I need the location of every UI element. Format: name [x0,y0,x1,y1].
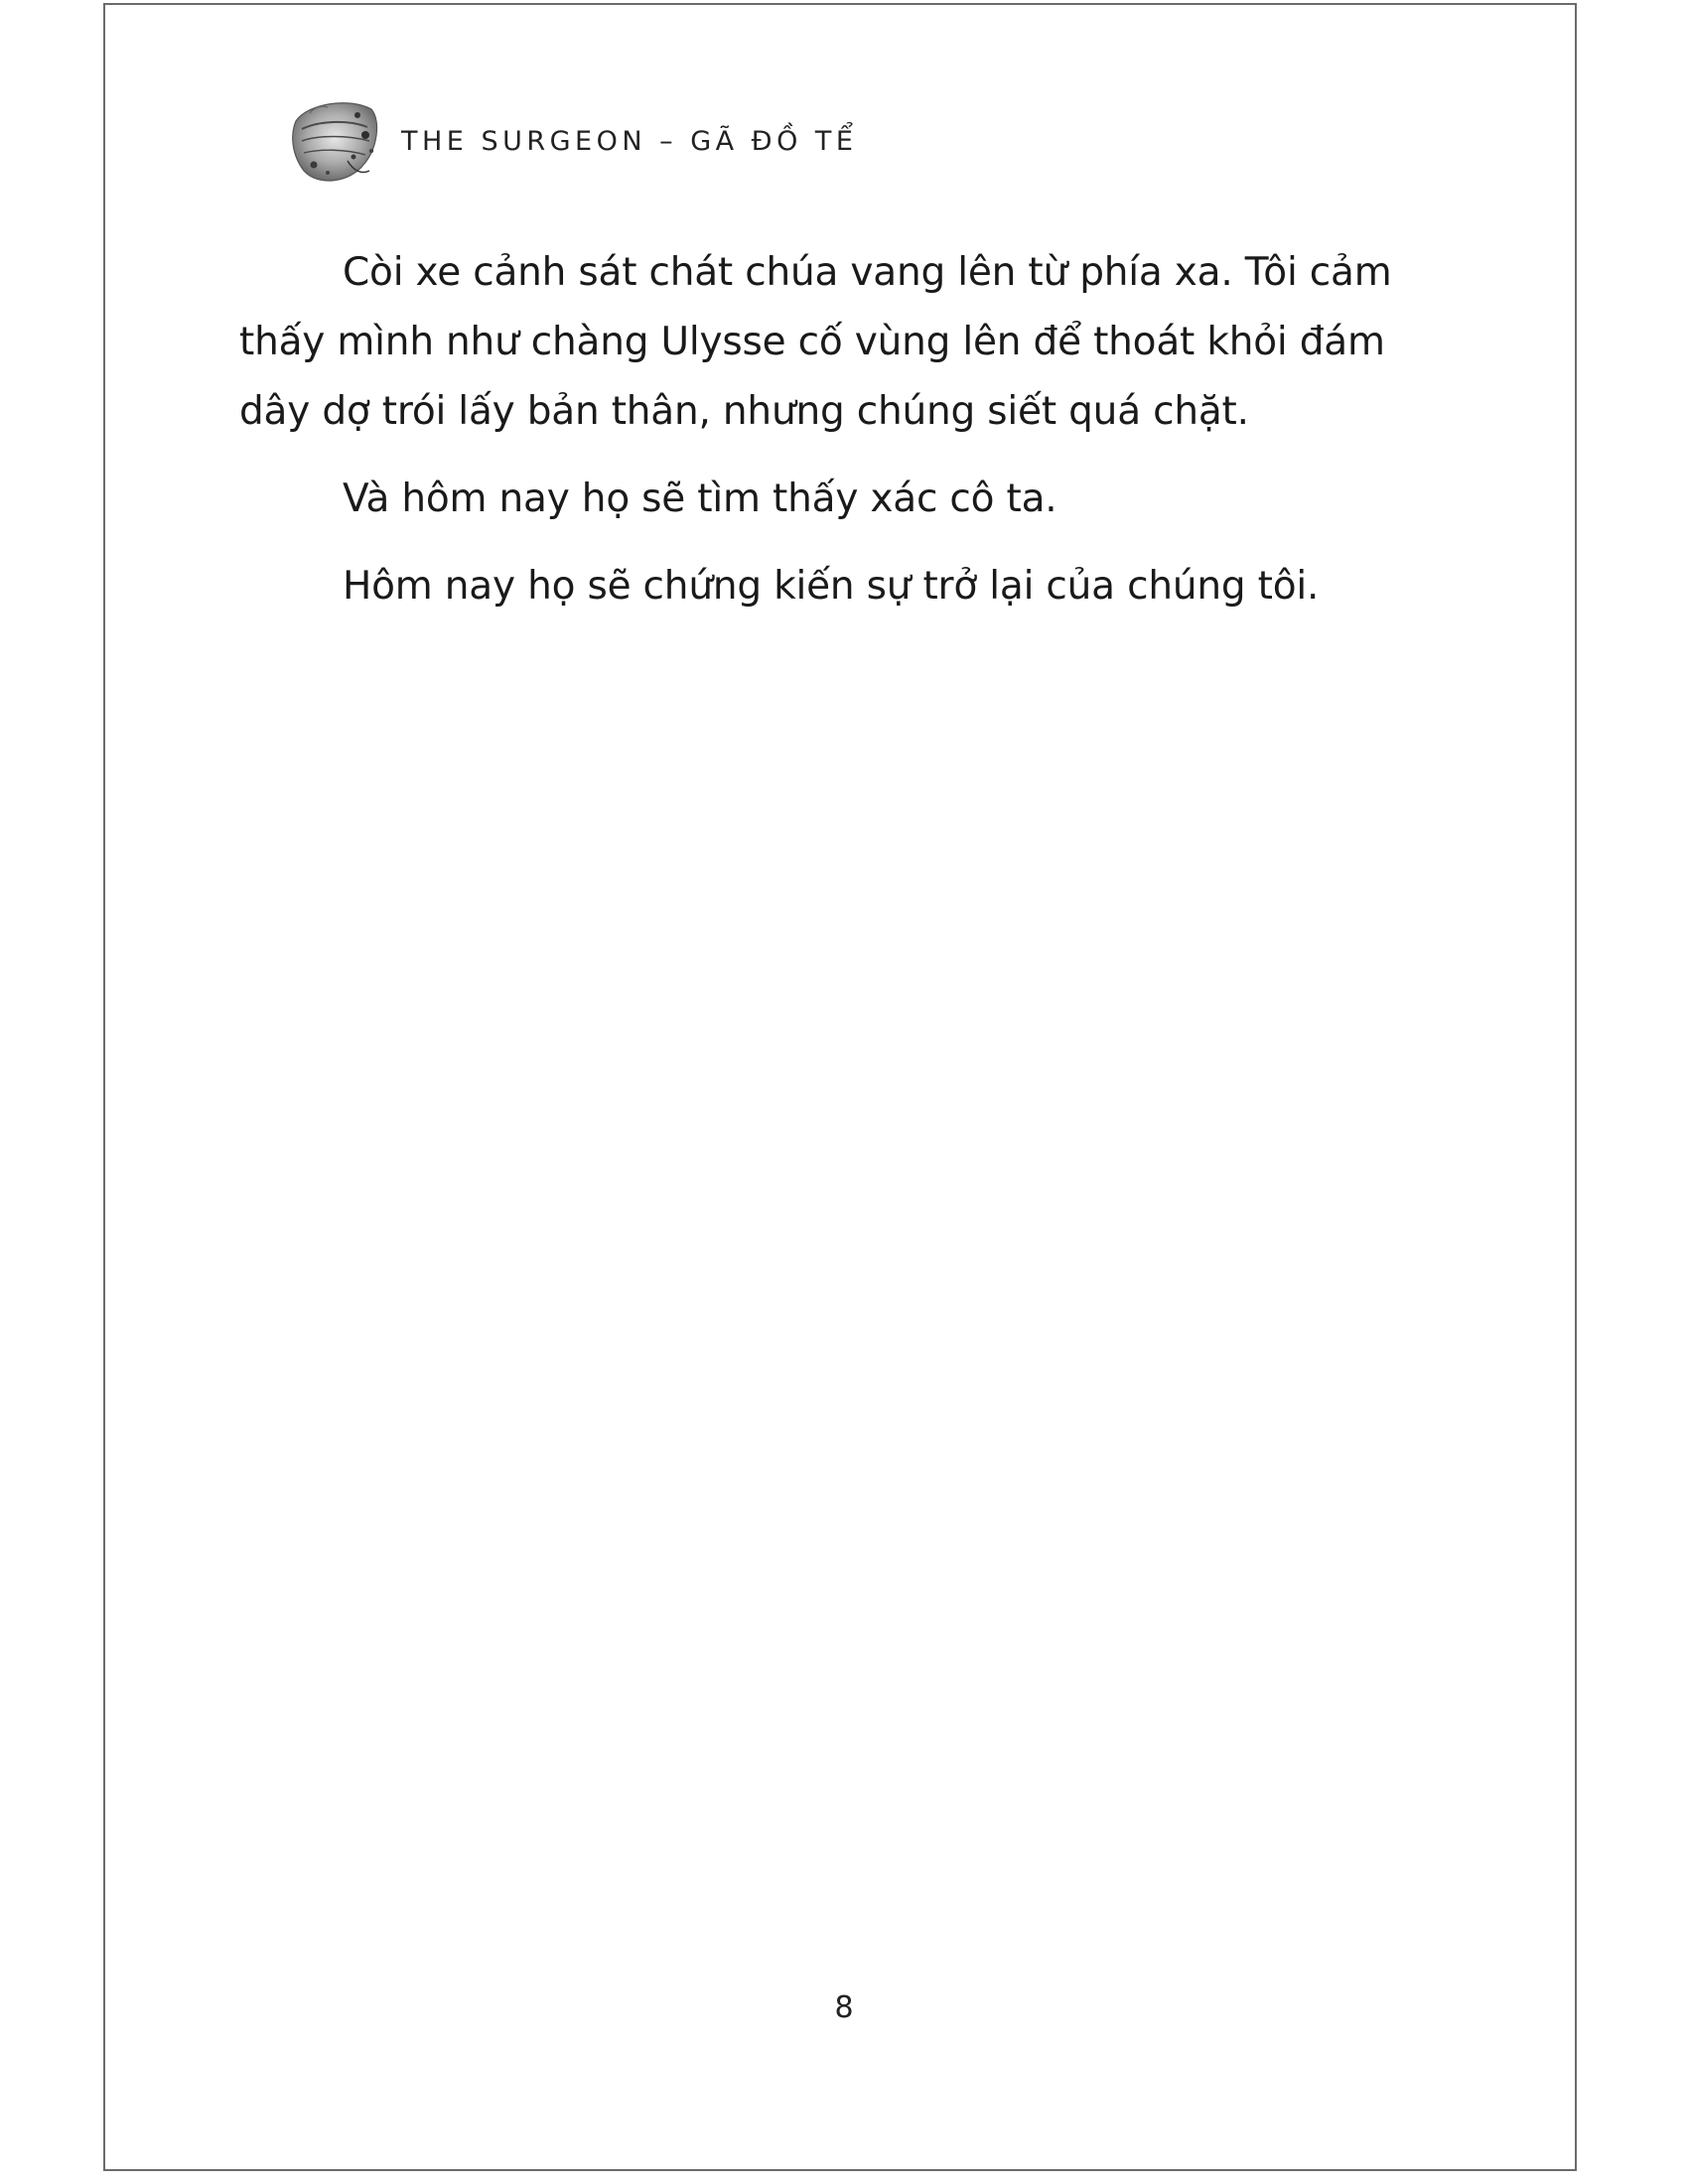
text-line: dây dợ trói lấy bản thân, nhưng chúng siết quá chặt. [239,389,1249,434]
running-header [288,91,857,191]
body-text [239,238,1392,639]
text-line: Và hôm nay họ sẽ tìm thấy xác cô ta. [343,477,1057,521]
paragraph [291,552,1363,621]
paragraph [291,465,1363,534]
text-line: Hôm nay họ sẽ chứng kiến sự trở lại của chúng tôi. [343,564,1320,609]
running-header-title: THE SURGEON – GÃ ĐỒ TỂ [401,125,858,157]
page-number: 8 [834,1990,854,2025]
text-line: thấy mình như chàng Ulysse cố vùng lên để thoát khỏi đám [239,320,1385,364]
paragraph [239,238,1392,447]
text-line: Còi xe cảnh sát chát chúa vang lên từ phía xa. Tôi cảm [343,250,1392,295]
surgical-mask-ornament-icon [288,91,387,191]
